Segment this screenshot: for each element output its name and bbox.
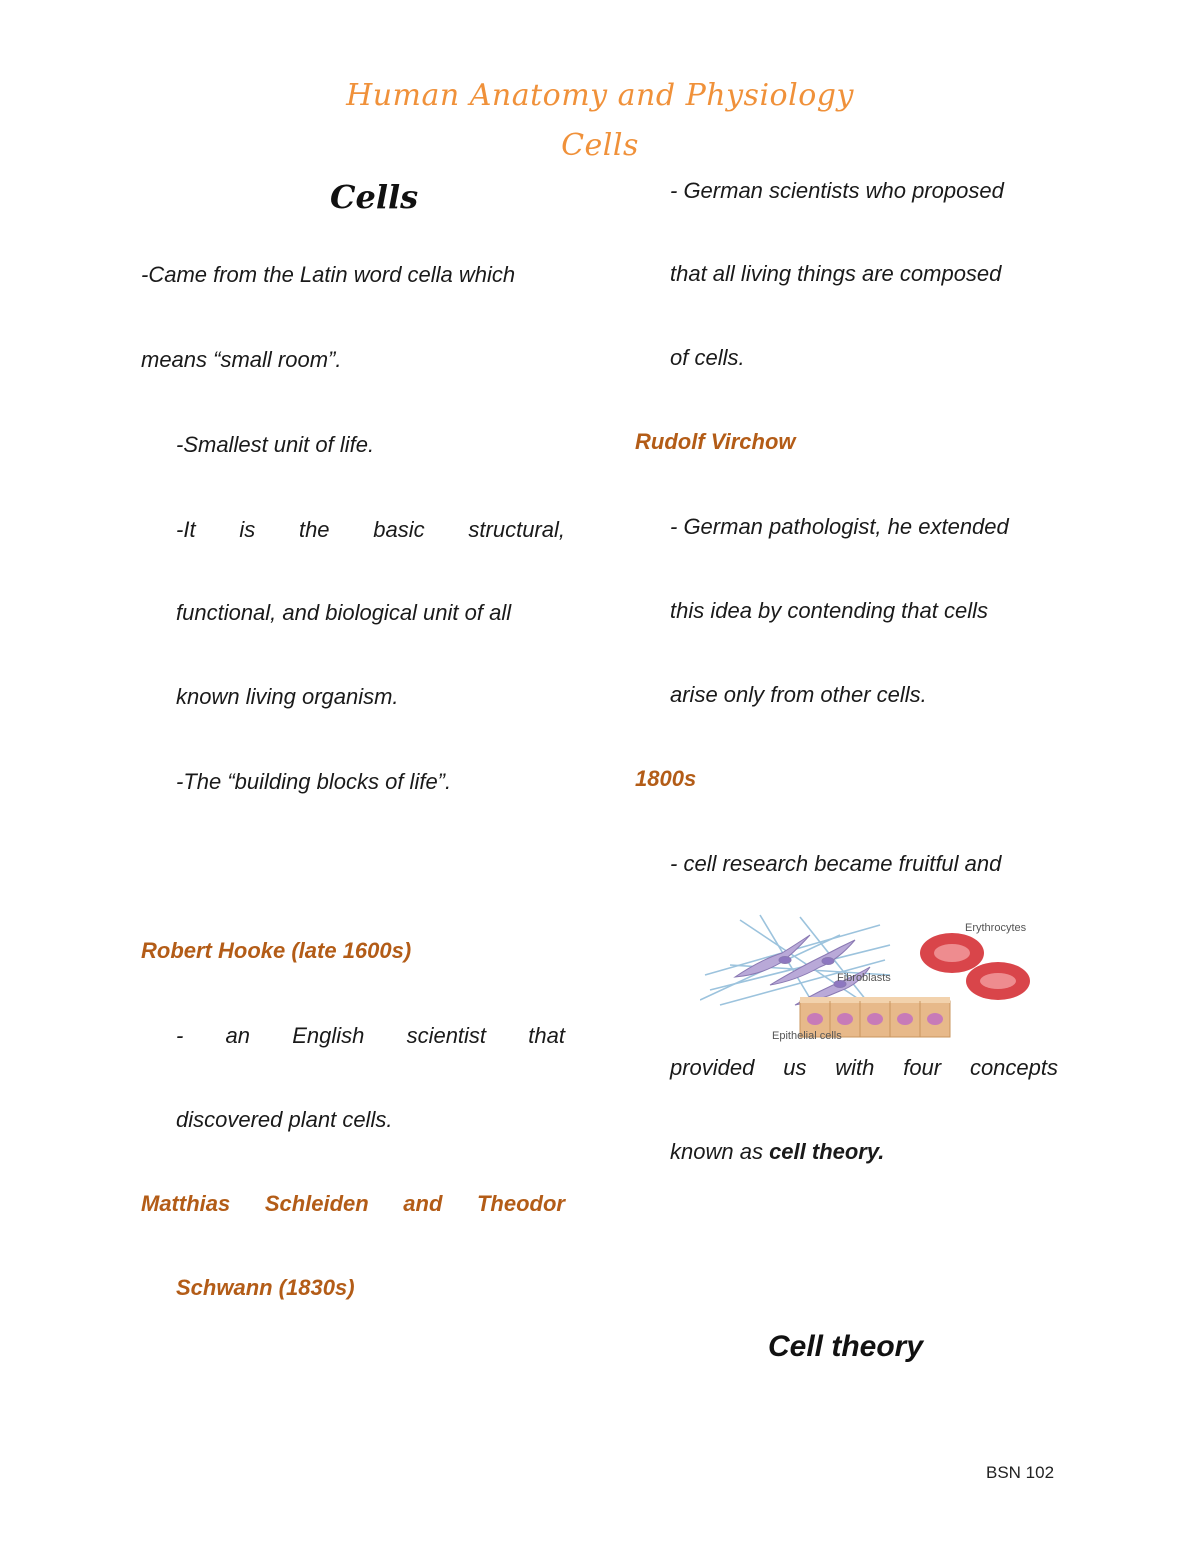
cell-theory-heading: Cell theory bbox=[768, 1330, 924, 1363]
era-line-3: known as cell theory. bbox=[670, 1139, 885, 1164]
hooke-line-2: discovered plant cells. bbox=[176, 1107, 393, 1132]
cells-heading: Cells bbox=[330, 178, 419, 216]
intro-line-1: -Came from the Latin word cella which bbox=[141, 262, 516, 287]
era-line-2: provided us with four concepts bbox=[670, 1055, 1058, 1080]
erythrocyte-cells bbox=[920, 933, 1030, 1000]
virchow-line-1: - German pathologist, he extended bbox=[670, 514, 1009, 539]
schleiden-name-line-2: Schwann (1830s) bbox=[176, 1275, 355, 1300]
page-title: Human Anatomy and Physiology bbox=[346, 78, 854, 113]
label-epithelial: Epithelial cells bbox=[772, 1030, 842, 1042]
point-building-blocks: -The “building blocks of life”. bbox=[176, 769, 452, 794]
virchow-name: Rudolf Virchow bbox=[635, 429, 796, 454]
virchow-line-2: this idea by contending that cells bbox=[670, 598, 988, 623]
schwann-line-3: of cells. bbox=[670, 345, 745, 370]
cell-types-illustration bbox=[700, 905, 1050, 1045]
point-basic-unit-line-1: -It is the basic structural, bbox=[176, 517, 565, 542]
era-line-1: - cell research became fruitful and bbox=[670, 851, 1002, 876]
label-erythrocytes: Erythrocytes bbox=[965, 922, 1027, 934]
virchow-line-3: arise only from other cells. bbox=[670, 682, 927, 707]
schwann-line-1: - German scientists who proposed bbox=[670, 178, 1004, 203]
cell-theory-term: cell theory. bbox=[769, 1139, 885, 1164]
schwann-line-2: that all living things are composed bbox=[670, 261, 1002, 286]
label-fibroblasts: Fibroblasts bbox=[837, 972, 891, 984]
schleiden-name-line-1: Matthias Schleiden and Theodor bbox=[141, 1191, 565, 1216]
point-smallest-unit: -Smallest unit of life. bbox=[176, 432, 375, 457]
page-subtitle: Cells bbox=[561, 128, 639, 163]
point-basic-unit-line-3: known living organism. bbox=[176, 684, 399, 709]
point-basic-unit-line-2: functional, and biological unit of all bbox=[176, 600, 512, 625]
course-code-footer: BSN 102 bbox=[986, 1463, 1055, 1482]
hooke-line-1: - an English scientist that bbox=[176, 1023, 565, 1048]
hooke-name: Robert Hooke (late 1600s) bbox=[141, 938, 412, 963]
intro-line-2: means “small room”. bbox=[141, 347, 342, 372]
era-name: 1800s bbox=[635, 766, 697, 791]
